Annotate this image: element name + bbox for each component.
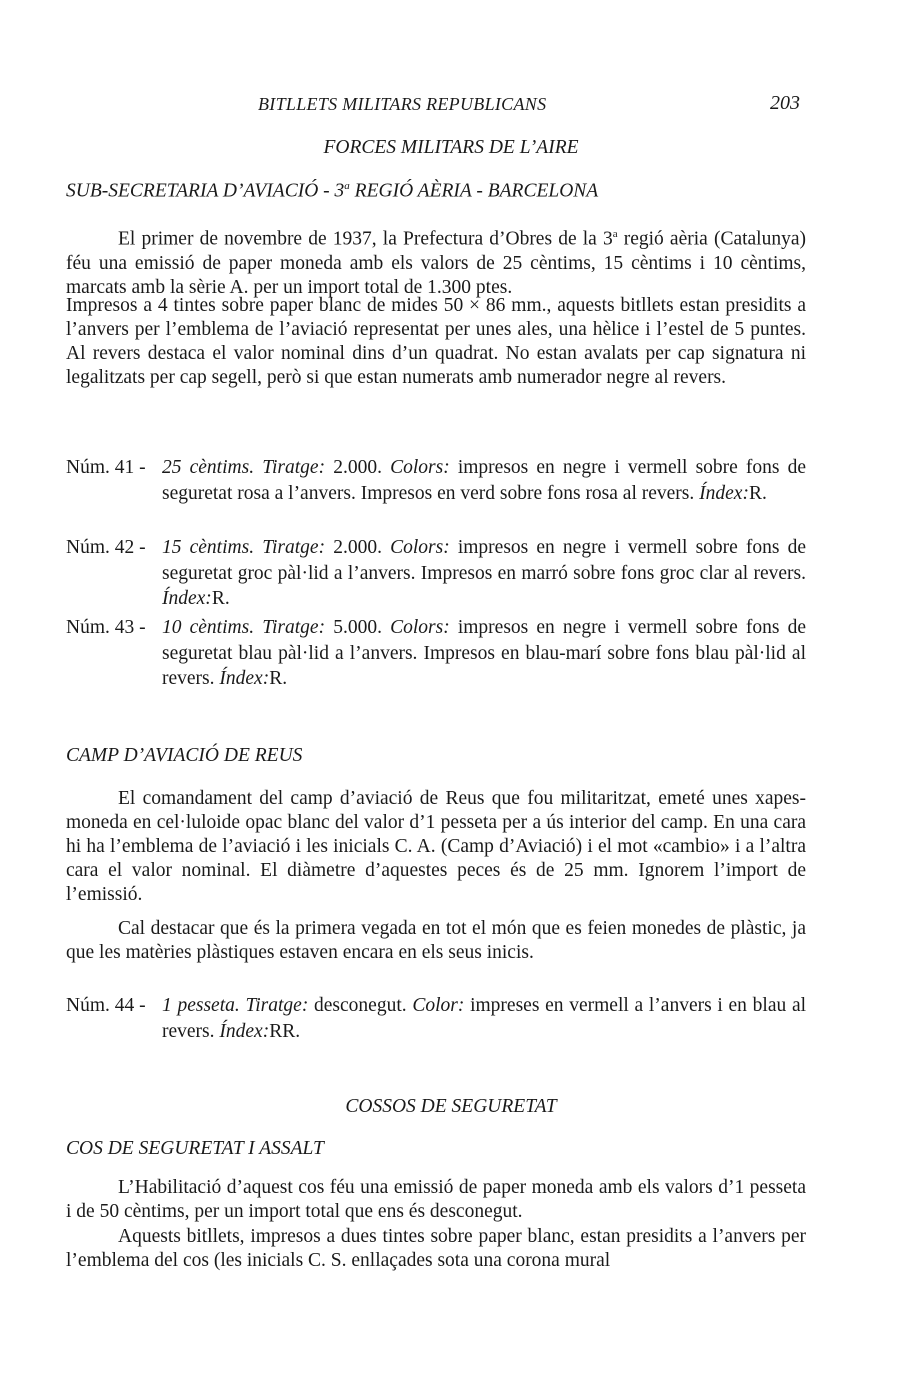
entry-index: R. <box>748 482 767 504</box>
entry-value: 1 pesseta. <box>162 995 240 1016</box>
entry-index: RR. <box>269 1020 301 1042</box>
entry-index: R. <box>269 668 288 689</box>
paragraph-bitllets-description: Aquests bitllets, impresos a dues tintes sobre paper blanc, estan presidits a l’anvers per l’emblema del cos (les inicials C. S. enllaçades sota una corona mural <box>66 1226 806 1271</box>
subheading-sub-secretaria <box>66 180 598 203</box>
entry-number: Núm. 42 - <box>66 537 146 558</box>
entry-tiratge: 2.000. <box>333 457 382 478</box>
entry-colors: impresos en negre i vermell sobre fons de seguretat rosa a l’anvers. Impresos en verd sobre fons rosa al revers. <box>162 457 807 504</box>
entry-tiratge-label: Tiratge: <box>262 537 326 558</box>
subheading-part-1: SUB-SECRETARIA D’AVIACIÓ - 3 <box>66 180 345 202</box>
entry-number: Núm. 44 - <box>66 995 146 1016</box>
entry-colors: impresos en negre i vermell sobre fons de seguretat blau pàl·lid a l’anvers. Impresos en blau-marí sobre fons blau pàl·lid al revers. <box>162 617 807 689</box>
subheading-cos-seguretat-assalt: COS DE SEGURETAT I ASSALT <box>66 1138 324 1159</box>
paragraph-reus-emission: El comandament del camp d’aviació de Reus que fou militaritzat, emeté unes xapes-moneda en cel·luloide opac blanc del valor d’1 pesseta per a ús interior del camp. En una cara hi ha l’emblema de l’aviació i les inicials C. A. (Camp d’Aviació) i el mot «cambio» i a l’altra cara el valor nominal. El diàmetre d’aquestes peces és de 25 mm. Ignorem l’import de l’emissió. <box>66 788 806 905</box>
catalog-entry-42 <box>66 535 806 612</box>
entry-tiratge: desconegut. <box>314 995 407 1016</box>
entry-index-label: Índex: <box>219 668 270 689</box>
catalog-entry-44 <box>66 993 806 1044</box>
catalog-entry-41 <box>66 455 806 506</box>
paragraph-plastic-coins: Cal destacar que és la primera vegada en tot el món que es feien monedes de plàstic, ja que les matèries plàstiques estaven encara en els seus inicis. <box>66 918 806 963</box>
subheading-superscript: a <box>344 180 350 192</box>
entry-colors-label: Colors: <box>390 457 450 478</box>
entry-colors-label: Colors: <box>390 537 450 558</box>
entry-value: 25 cèntims. <box>162 457 255 478</box>
entry-colors: impresos en negre i vermell sobre fons de seguretat groc pàl·lid a l’anvers. Impresos en marró sobre fons groc clar al revers. <box>162 537 807 584</box>
paragraph-description: Impresos a 4 tintes sobre paper blanc de mides 50 × 86 mm., aquests bitllets estan presidits a l’anvers per l’emblema de l’aviació representat per unes ales, una hèlice i l’estel de 5 puntes. Al revers destaca el valor nominal dins d’un quadrat. No estan avalats per cap signatura ni legalitzats per cap segell, però si que estan numerats amb numerador negre al revers. <box>66 295 806 388</box>
entry-tiratge: 2.000. <box>333 537 382 558</box>
entry-tiratge-label: Tiratge: <box>245 995 309 1016</box>
entry-number: Núm. 43 - <box>66 617 146 638</box>
entry-tiratge: 5.000. <box>333 617 382 638</box>
entry-number: Núm. 41 - <box>66 457 146 478</box>
catalog-entry-43 <box>66 615 806 692</box>
entry-tiratge-label: Tiratge: <box>262 617 326 638</box>
entry-index: R. <box>211 588 230 609</box>
paragraph-emission-intro <box>66 222 806 300</box>
paragraph-superscript: a <box>612 228 618 240</box>
paragraph-part-1: El primer de novembre de 1937, la Prefectura d’Obres de la 3 <box>118 228 613 250</box>
entry-colors-label: Colors: <box>390 617 450 638</box>
entry-index-label: Índex: <box>699 482 749 504</box>
subheading-camp-aviacio-reus: CAMP D’AVIACIÓ DE REUS <box>66 745 303 766</box>
paragraph-habilitacio: L’Habilitació d’aquest cos féu una emissió de paper moneda amb els valors d’1 pesseta i de 50 cèntims, per un import total que ens és desconegut. <box>66 1177 806 1222</box>
paragraph-part-2: regió aèria (Catalunya) féu una emissió de paper moneda amb els valors de 25 cèntims, 15 cèntims i 10 cèntims, marcats amb la sèrie A. per un import total de 1.300 ptes. <box>66 228 806 298</box>
entry-index-label: Índex: <box>162 588 212 609</box>
entry-value: 10 cèntims. <box>162 617 255 638</box>
entry-colors-label: Color: <box>412 995 465 1016</box>
page-number: 203 <box>770 92 800 114</box>
entry-colors: impreses en vermell a l’anvers i en blau al revers. <box>162 995 807 1042</box>
running-header: BITLLETS MILITARS REPUBLICANS <box>258 94 547 114</box>
entry-tiratge-label: Tiratge: <box>262 457 326 478</box>
section-heading-forces-militars: FORCES MILITARS DE L’AIRE <box>323 137 579 158</box>
entry-value: 15 cèntims. <box>162 537 255 558</box>
entry-index-label: Índex: <box>219 1020 270 1042</box>
subheading-part-2: REGIÓ AÈRIA - BARCELONA <box>349 180 599 202</box>
section-heading-cossos-seguretat: COSSOS DE SEGURETAT <box>345 1096 557 1117</box>
